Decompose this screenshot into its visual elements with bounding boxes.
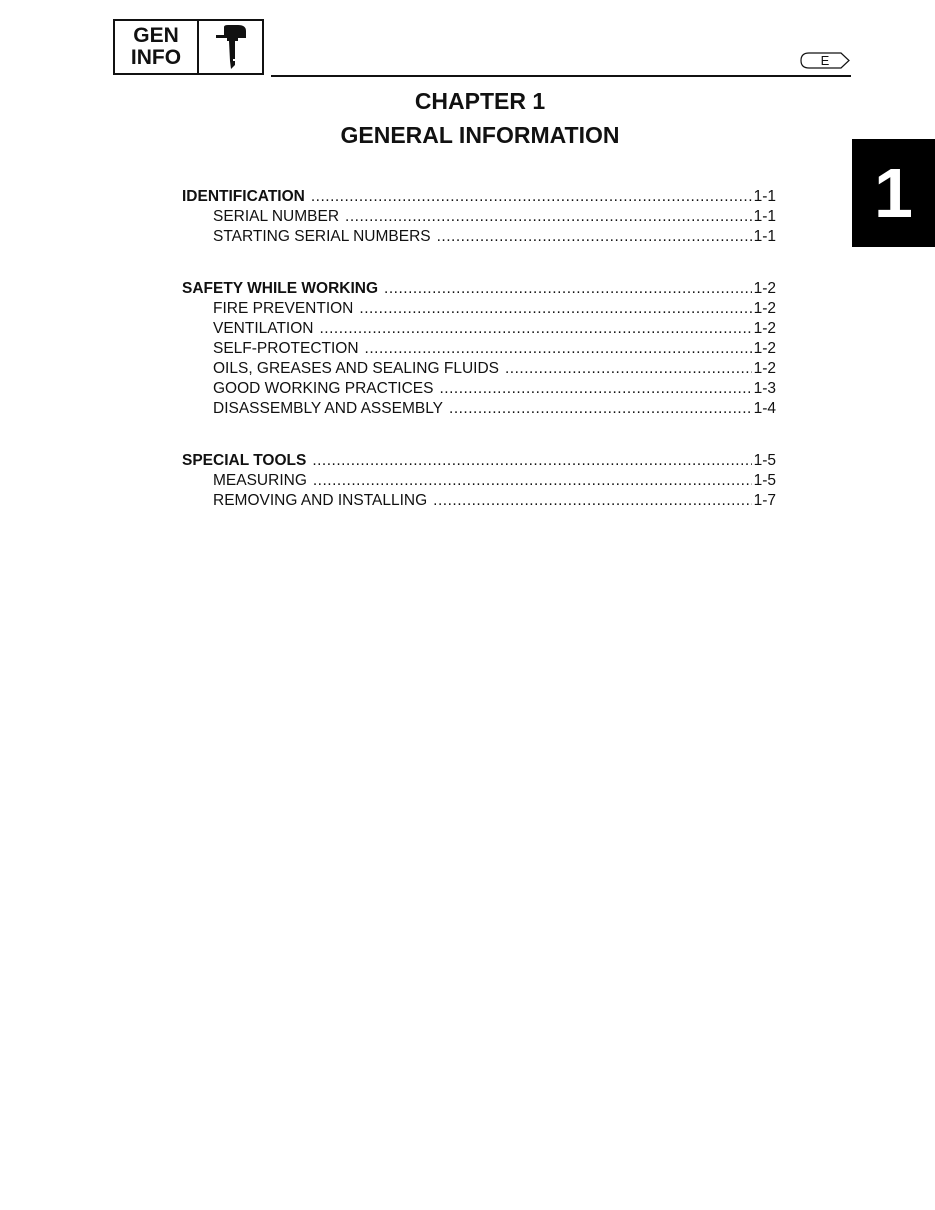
dot-leader — [449, 399, 752, 419]
toc-subentry[interactable] — [182, 471, 776, 491]
toc-subentry[interactable] — [182, 319, 776, 339]
toc-subentry-title: STARTING SERIAL NUMBERS — [213, 228, 431, 245]
language-badge-label: E — [820, 53, 830, 68]
toc-entry-page: 1-5 — [753, 452, 776, 469]
outboard-motor-icon — [199, 21, 262, 73]
toc-subentry-page: 1-2 — [753, 320, 776, 337]
toc-entry[interactable] — [182, 279, 776, 299]
toc-subentry-title: GOOD WORKING PRACTICES — [213, 380, 434, 397]
dot-leader — [384, 279, 752, 299]
toc-entry[interactable] — [182, 451, 776, 471]
dot-leader — [505, 359, 752, 379]
dot-leader — [312, 451, 751, 471]
toc-subentry-page: 1-1 — [753, 208, 776, 225]
toc-subentry[interactable] — [182, 207, 776, 227]
language-badge — [800, 52, 850, 69]
toc-subentry-title: DISASSEMBLY AND ASSEMBLY — [213, 400, 444, 417]
toc-subentry[interactable] — [182, 399, 776, 419]
toc-subentry[interactable] — [182, 299, 776, 319]
toc-section-safety — [182, 279, 776, 419]
dot-leader — [365, 339, 752, 359]
toc-section-special-tools — [182, 451, 776, 511]
toc-subentry-page: 1-4 — [753, 400, 776, 417]
toc-subentry[interactable] — [182, 359, 776, 379]
chapter-title: GENERAL INFORMATION — [340, 122, 620, 148]
toc-subentry-title: SELF-PROTECTION — [213, 340, 359, 357]
dot-leader — [437, 227, 752, 247]
section-label-line1: GEN — [133, 24, 179, 47]
chapter-heading — [280, 84, 680, 152]
toc-entry-title: IDENTIFICATION — [182, 188, 305, 205]
toc-subentry[interactable] — [182, 339, 776, 359]
chapter-number-title: CHAPTER 1 — [414, 88, 546, 114]
toc-section-identification — [182, 187, 776, 247]
toc-subentry-page: 1-5 — [753, 472, 776, 489]
toc-subentry-page: 1-2 — [753, 360, 776, 377]
dot-leader — [313, 471, 752, 491]
section-header-box — [113, 19, 264, 75]
toc-entry-page: 1-1 — [753, 188, 776, 205]
toc-subentry-page: 1-1 — [753, 228, 776, 245]
header-rule — [271, 75, 851, 77]
toc-entry-title: SPECIAL TOOLS — [182, 452, 307, 469]
dot-leader — [433, 491, 751, 511]
toc-subentry-title: SERIAL NUMBER — [213, 208, 340, 225]
toc-entry-page: 1-2 — [753, 280, 776, 297]
toc-subentry[interactable] — [182, 491, 776, 511]
dot-leader — [319, 319, 751, 339]
dot-leader — [311, 187, 752, 207]
toc-subentry[interactable] — [182, 379, 776, 399]
section-label — [115, 21, 199, 73]
toc-subentry-title: VENTILATION — [213, 320, 314, 337]
toc-subentry-page: 1-2 — [753, 340, 776, 357]
dot-leader — [439, 379, 751, 399]
toc-subentry-page: 1-3 — [753, 380, 776, 397]
chapter-tab — [852, 139, 935, 247]
dot-leader — [359, 299, 751, 319]
toc-subentry[interactable] — [182, 227, 776, 247]
chapter-tab-number: 1 — [874, 154, 913, 232]
toc-subentry-page: 1-7 — [753, 492, 776, 509]
table-of-contents — [182, 187, 776, 543]
toc-entry[interactable] — [182, 187, 776, 207]
toc-subentry-title: OILS, GREASES AND SEALING FLUIDS — [213, 360, 499, 377]
toc-subentry-title: REMOVING AND INSTALLING — [213, 492, 428, 509]
section-label-line2: INFO — [130, 46, 182, 69]
toc-subentry-page: 1-2 — [753, 300, 776, 317]
toc-subentry-title: FIRE PREVENTION — [213, 300, 354, 317]
toc-entry-title: SAFETY WHILE WORKING — [182, 280, 379, 297]
toc-subentry-title: MEASURING — [213, 472, 307, 489]
dot-leader — [345, 207, 752, 227]
